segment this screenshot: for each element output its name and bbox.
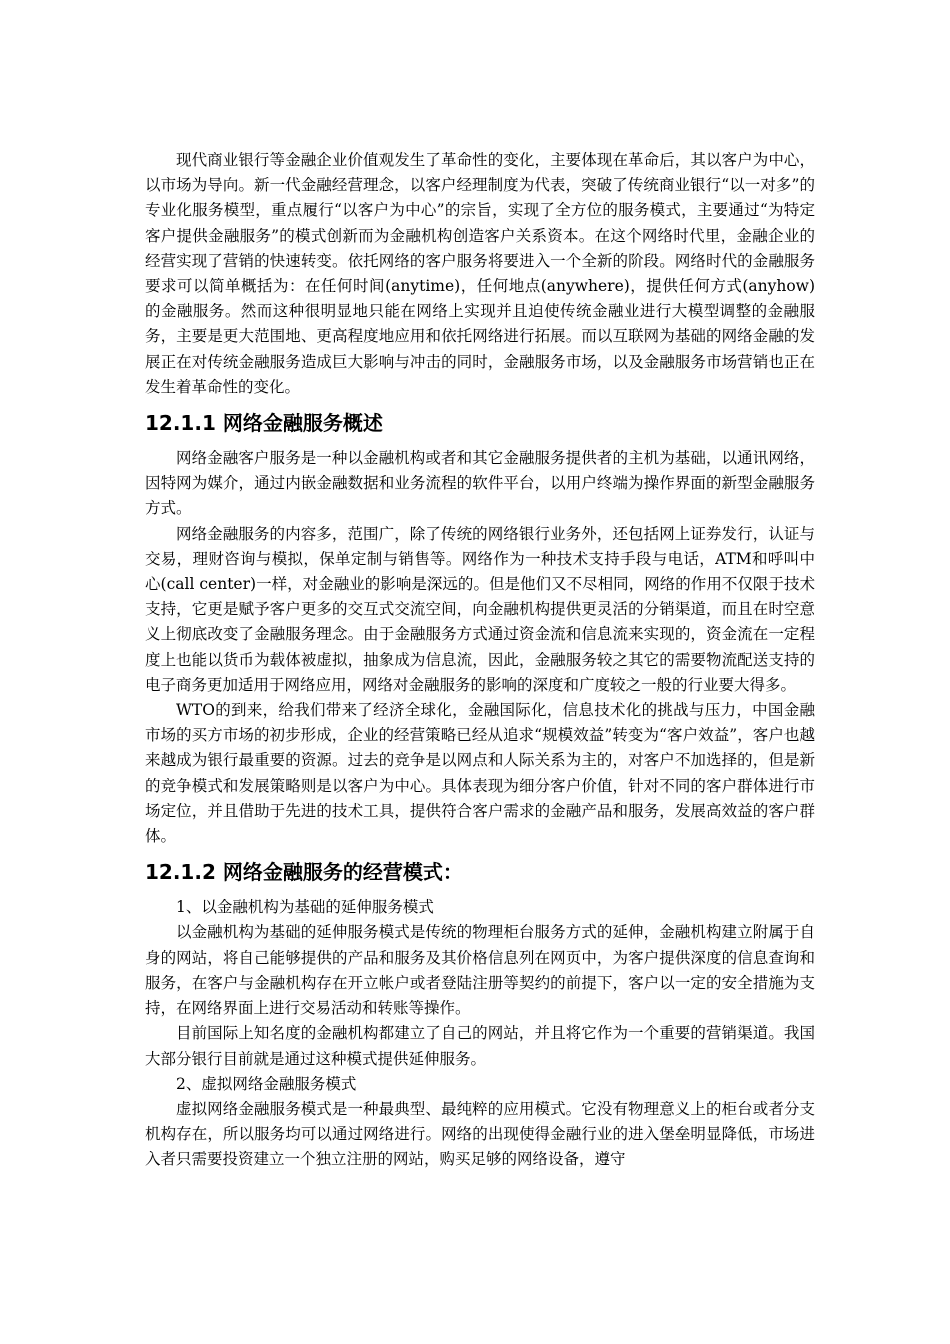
list-item-2-title: 2、虚拟网络金融服务模式 — [176, 1074, 357, 1093]
item1-paragraph-2: 目前国际上知名度的金融机构都建立了自己的网站，并且将它作为一个重要的营销渠道。我国大部分银行目前就是通过这种模式提供延伸服务。 — [145, 1024, 815, 1068]
section1-paragraph-3: WTO的到来，给我们带来了经济全球化，金融国际化，信息技术化的挑战与压力，中国金融市场的买方市场的初步形成，企业的经营策略已经从追求“规模效益”转变为“客户效益”，客户也越来越成为银行最重要的资源。过去的竞争是以网点和人际关系为主的，对客户不加选择的，但是新的竞争模式和发展策略则是以客户为中心。具体表现为细分客户价值，针对不同的客户群体进行市场定位，并且借助于先进的技术工具，提供符合客户需求的金融产品和服务，发展高效益的客户群体。 — [145, 701, 815, 846]
section-heading-12-1-2: 12.1.2 网络金融服务的经营模式： — [145, 860, 463, 885]
section1-paragraph-2: 网络金融服务的内容多，范围广，除了传统的网络银行业务外，还包括网上证券发行，认证与交易，理财咨询与模拟，保单定制与销售等。网络作为一种技术支持手段与电话，ATM和呼叫中心(call center)一样，对金融业的影响是深远的。但是他们又不尽相同，网络的作用不仅限于技术支持，它更是赋予客户更多的交互式交流空间，向金融机构提供更灵活的分销渠道，而且在时空意义上彻底改变了金融服务理念。由于金融服务方式通过资金流和信息流来实现的，资金流在一定程度上也能以货币为载体被虚拟，抽象成为信息流，因此，金融服务较之其它的需要物流配送支持的电子商务更加适用于网络应用，网络对金融服务的影响的深度和广度较之一般的行业要大得多。 — [145, 524, 815, 694]
list-item-1-title: 1、以金融机构为基础的延伸服务模式 — [176, 898, 434, 917]
item2-paragraph-1: 虚拟网络金融服务模式是一种最典型、最纯粹的应用模式。它没有物理意义上的柜台或者分支机构存在，所以服务均可以通过网络进行。网络的出现使得金融行业的进入堡垒明显降低，市场进入者只需要投资建立一个独立注册的网站，购买足够的网络设备，遵守 — [145, 1099, 815, 1169]
document-page — [145, 148, 815, 1173]
item1-paragraph-1: 以金融机构为基础的延伸服务模式是传统的物理柜台服务方式的延伸，金融机构建立附属于自身的网站，将自己能够提供的产品和服务及其价格信息列在网页中，为客户提供深度的信息查询和服务，在客户与金融机构存在开立帐户或者登陆注册等契约的前提下，客户以一定的安全措施为支持，在网络界面上进行交易活动和转账等操作。 — [145, 923, 815, 1018]
intro-paragraph: 现代商业银行等金融企业价值观发生了革命性的变化，主要体现在革命后，其以客户为中心，以市场为导向。新一代金融经营理念，以客户经理制度为代表，突破了传统商业银行“以一对多”的专业化服务模型，重点履行“以客户为中心”的宗旨，实现了全方位的服务模式，主要通过“为特定客户提供金融服务”的模式创新而为金融机构创造客户关系资本。在这个网络时代里，金融企业的经营实现了营销的快速转变。依托网络的客户服务将要进入一个全新的阶段。网络时代的金融服务要求可以简单概括为：在任何时间(anytime)，任何地点(anywhere)，提供任何方式(anyhow)的金融服务。然而这种很明显地只能在网络上实现并且迫使传统金融业进行大模型调整的金融服务，主要是更大范围地、更高程度地应用和依托网络进行拓展。而以互联网为基础的网络金融的发展正在对传统金融服务造成巨大影响与冲击的同时，金融服务市场，以及金融服务市场营销也正在发生着革命性的变化。 — [145, 151, 815, 396]
section1-paragraph-1: 网络金融客户服务是一种以金融机构或者和其它金融服务提供者的主机为基础，以通讯网络，因特网为媒介，通过内嵌金融数据和业务流程的软件平台，以用户终端为操作界面的新型金融服务方式。 — [145, 449, 815, 518]
section-heading-12-1-1: 12.1.1 网络金融服务概述 — [145, 411, 383, 436]
